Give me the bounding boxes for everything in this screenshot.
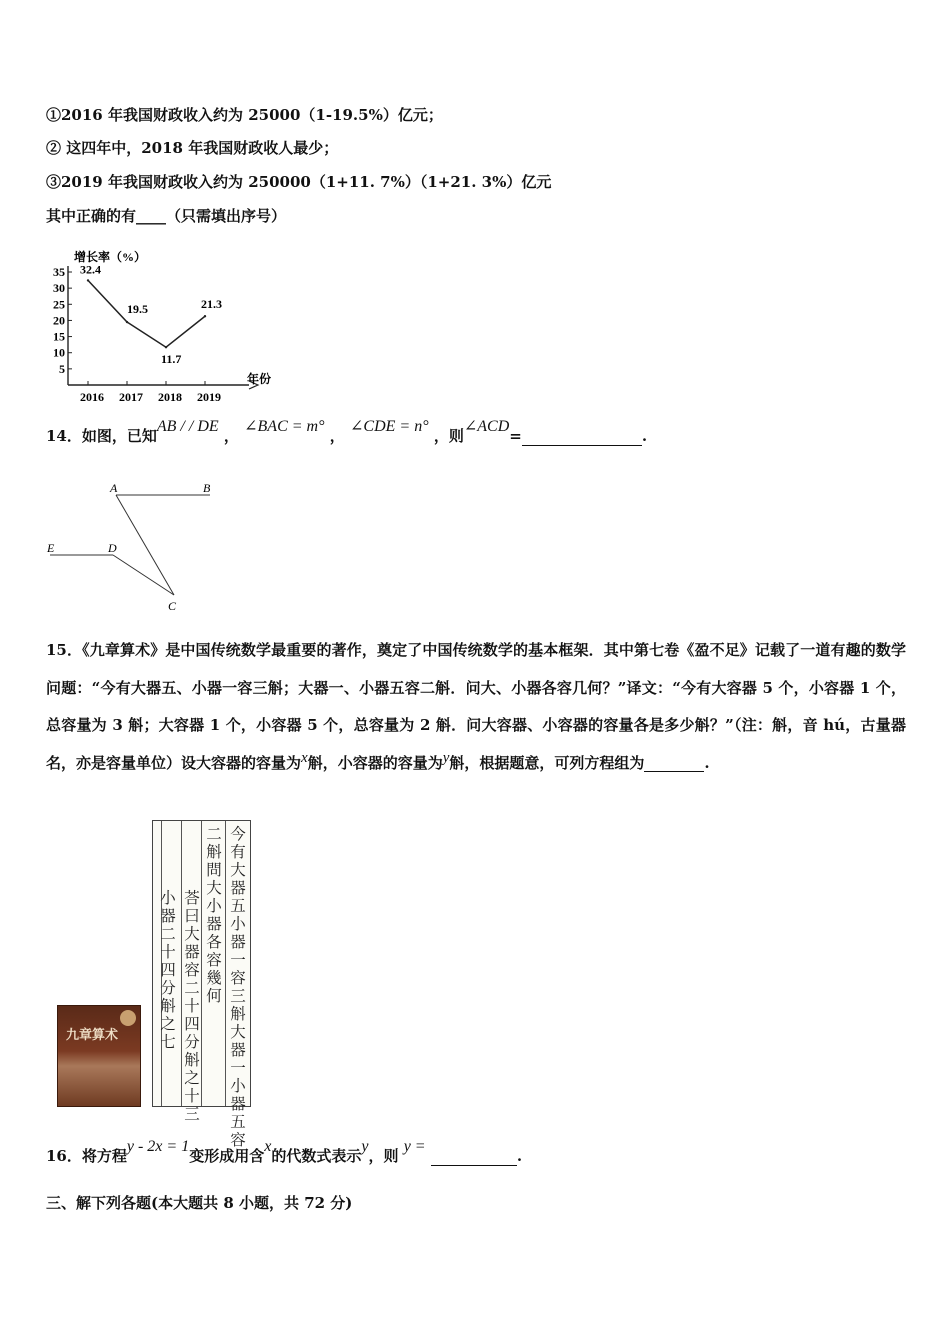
q14-sep2: ， [329,427,345,445]
classical-text-scroll [152,820,251,1149]
x-axis-label: 年份 [247,372,272,386]
section-3-heading: 三、解下列各题(本大题共 8 小题，共 72 分) [46,1194,353,1212]
q16-line [46,1138,523,1166]
scroll-column-1: 今有大器五小器一容三斛大器一小器五容 [230,825,246,1149]
y-tick-label: 10 [53,345,65,360]
q15-part1: 15．《九章算术》是中国传统数学最重要的著作，奠定了中国传统数学的基本框架．其中第七卷《盈不足》记载了一道有趣的数学问题：“今有大器五、小器一容三斛；大器一、小器五容二斛．问大、小器各容几何？”译文：“今有大容器 5 个，小容器 1 个，总容量为 3 斛；大容器 1 个，小容器 5 个，总容量为 2 斛．问大容器、小容器的容量各是多少斛？”（注：斛，音 hú，古量器名，亦是容量单位）设大容器的容量为 [46,641,906,772]
point-c-label: C [168,599,177,613]
q15-text [46,632,906,783]
q16-answer-blank[interactable] [431,1149,517,1166]
q15-var-x: x [301,749,308,766]
scroll-column-2: 二斛問大小器各容幾何 [206,825,222,1005]
point-d-label: D [108,541,117,555]
q14-end: . [641,427,648,445]
data-point [126,321,128,323]
y-tick-label: 35 [53,265,65,279]
q14-line [46,418,648,446]
segment-ac [116,495,174,595]
y-tick-label: 15 [53,329,65,344]
q13-prompt: 其中正确的有____（只需填出序号） [46,207,287,225]
y-tick-label: 30 [53,281,65,296]
scroll-column-4: 小器二十四分斛之七 [160,889,176,1051]
y-tick-label: 5 [59,361,65,376]
data-label: 21.3 [201,297,222,312]
q15-part3: 斛，根据题意，可列方程组为 [449,753,645,772]
data-label: 19.5 [127,302,148,317]
q16-var-y: y [361,1138,369,1155]
q13-statement-3: ③2019 年我国财政收入约为 250000（1+11. 7%）（1+21. 3%）亿元 [46,173,552,191]
data-point [204,315,206,317]
point-b-label: B [203,481,211,495]
q16-y-equals: y = [403,1138,426,1155]
q16-equation: y - 2x = 1 [126,1138,190,1155]
y-tick-label: 25 [53,297,65,312]
chart-title: 增长率（%） [74,250,147,264]
q14-sep1: ， [223,427,239,445]
q14-angle-bac-expr: ∠BAC = m° [244,418,325,435]
data-label: 32.4 [80,262,101,277]
data-label: 11.7 [161,352,182,367]
q16-mid2: 的代数式表示 [271,1147,362,1165]
point-e-label: E [47,541,55,555]
q14-sep3: ，则 [433,427,464,445]
book-seal-icon [120,1010,136,1026]
book-cover-image [57,1005,141,1107]
q14-prefix: 14．如图，已知 [46,427,157,445]
x-tick-label: 2017 [119,390,143,404]
q13-statement-2: ② 这四年中，2018 年我国财政收人最少； [46,139,339,157]
book-title: 九章算术 [66,1028,119,1043]
scroll-column-3: 荅曰大器容二十四分斛之十三 [184,889,200,1123]
q15-answer-blank[interactable] [644,755,704,772]
q14-answer-blank[interactable] [522,429,642,446]
q16-end: . [516,1147,523,1165]
q16-mid3: ，则 [368,1147,399,1165]
data-point [87,279,89,281]
x-tick-label: 2018 [158,390,182,404]
point-a-label: A [110,481,118,495]
data-point [165,346,167,348]
q16-prefix: 16．将方程 [46,1147,127,1165]
q16-mid1: 变形成用含 [189,1147,265,1165]
q14-geometry-figure [40,478,230,618]
q15-end: . [704,753,710,772]
x-tick-label: 2016 [80,390,104,404]
q15-var-y: y [442,749,450,766]
q14-angle-acd-expr: ∠ACD [463,418,510,435]
q15-part2: 斛，小容器的容量为 [307,753,443,772]
q16-var-x: x [264,1138,272,1155]
growth-rate-chart [44,242,274,407]
x-tick-label: 2019 [197,390,221,404]
q14-angle-cde-expr: ∠CDE = n° [349,418,429,435]
q14-equals: = [509,427,522,445]
q14-parallel-expr: AB / / DE [156,418,219,435]
q13-statement-1: ①2016 年我国财政收入约为 25000（1-19.5%）亿元； [46,106,443,124]
y-tick-label: 20 [53,313,65,328]
segment-dc [113,555,174,595]
